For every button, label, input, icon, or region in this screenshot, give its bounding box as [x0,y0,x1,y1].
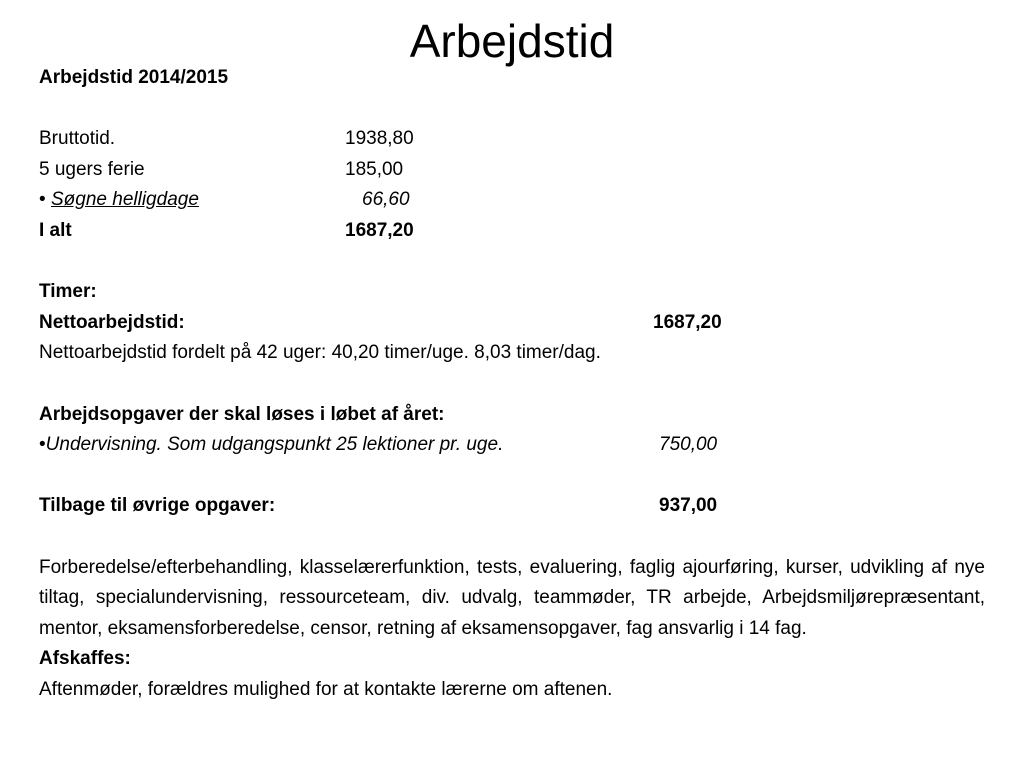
total-label: I alt [39,219,72,241]
gross-label: Bruttotid. [39,128,116,150]
holidays-row [39,185,985,216]
net-distribution: Nettoarbejdstid fordelt på 42 uger: 40,20 timer/uge. 8,03 timer/dag. [39,342,601,364]
vacation-label: 5 ugers ferie [39,158,145,180]
remaining-label: Tilbage til øvrige opgaver: [39,495,276,517]
vacation-value: 185,00 [345,158,404,180]
hours-heading: Timer: [39,281,97,303]
remaining-row [39,491,985,522]
abolish-text: Aftenmøder, forældres mulighed for at kontakte lærerne om aftenen. [39,678,613,700]
spacer [39,94,985,125]
total-row [39,216,985,247]
holidays-value: 66,60 [362,189,410,211]
spacer [39,369,985,400]
holidays-underlined [51,185,422,216]
teaching-row [39,430,985,461]
gross-row [39,124,985,155]
tasks-heading: Arbejdsopgaver der skal løses i løbet af året: [39,403,445,425]
net-row [39,308,985,339]
vacation-row [39,155,985,186]
spacer [39,247,985,278]
remaining-value: 937,00 [659,495,718,517]
net-label: Nettoarbejdstid: [39,311,185,333]
spacer [39,461,985,492]
teaching-label: Undervisning. Som udgangspunkt 25 lektioner pr. uge. [45,434,504,456]
bullet: • [39,434,46,456]
gross-value: 1938,80 [345,128,414,150]
slide-title: Arbejdstid [409,15,615,67]
slide-body [39,63,985,705]
abolish-heading: Afskaffes: [39,648,131,670]
net-value: 1687,20 [653,311,722,333]
section-heading: Arbejdstid 2014/2015 [39,67,229,88]
total-value: 1687,20 [345,219,414,241]
bullet: • [39,189,46,211]
holidays-label: Søgne helligdage [51,189,199,211]
spacer [39,522,985,553]
teaching-value: 750,00 [659,434,718,456]
other-tasks-paragraph: Forberedelse/efterbehandling, klasselærerfunktion, tests, evaluering, faglig ajourføring, kurser, udvikling af nye tiltag, specialundervisning, ressourceteam, div. udvalg, teammøder, TR arbejde, Arbejdsmiljørepræsentant, mentor, eksamensforberedelse, censor, retning af eksamensopgaver, fag ansvarlig i 14 fag. [39,556,985,639]
